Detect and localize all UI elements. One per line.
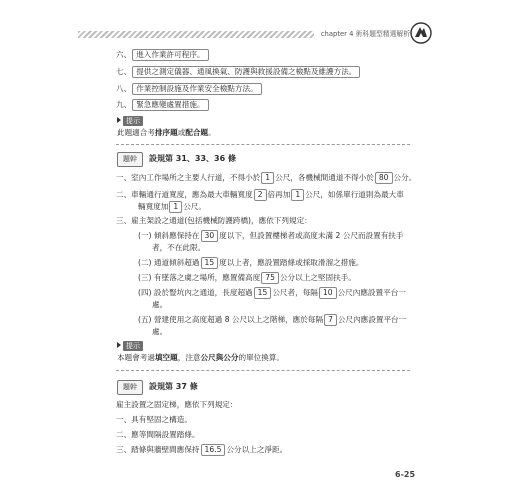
divider [116, 370, 410, 371]
sub-item-4: (四) 設於豎坑內之通道，長度超過 15 公尺者，每隔 10 公尺內應設置平台一 [138, 288, 406, 297]
rule-line-2-cont: 輛寬度加 1 公尺。 [138, 202, 206, 211]
list-item: 六、 進入作業許可程序。 [116, 49, 210, 61]
list-item: 一、具有堅固之構造。 [116, 415, 192, 424]
sub-item-2: (二) 通道傾斜超過 15 度以上者，應設置踏條或採取滑溜之措施。 [138, 258, 364, 267]
sub-item-3: (三) 有墜落之虞之場所，應置備高度 75 公分以上之堅固扶手。 [138, 273, 356, 282]
list-item: 九、 緊急應變處置措施。 [116, 99, 210, 111]
sub-item-5-cont: 處。 [152, 327, 168, 336]
section-heading: 題幹 設規第 31、33、36 條 [117, 152, 236, 165]
sub-item-5: (五) 營建使用之高度超過 8 公尺以上之階梯，應於每隔 7 公尺內應設置平台一 [138, 315, 407, 324]
hint-label: 提示 [117, 116, 143, 126]
hint-text: 本題會考過填空題，注意公尺與公分的單位換算。 [117, 353, 285, 362]
hint-label: 提示 [117, 341, 143, 351]
list-item: 二、應等間隔設置踏條。 [116, 430, 200, 439]
page-number: 6-25 [395, 470, 416, 479]
list-item: 七、 提供之測定儀器、通風換氣、防護與救援設備之檢點及維護方法。 [116, 66, 361, 78]
hint-text: 此題適合考排序題或配合題。 [117, 128, 216, 137]
section-intro: 雇主設置之固定梯，應依下列規定： [116, 400, 238, 409]
list-item: 三、踏條與牆壁間應保持 16.5 公分以上之淨距。 [116, 445, 288, 454]
rule-line-2: 二、車輛通行道寬度，應為最大車輛寬度 2 倍再加 1 公尺，如係單行道則為最大車 [116, 190, 404, 199]
triangle-icon [117, 342, 121, 348]
sub-item-1-cont: 者，不在此限。 [152, 243, 206, 252]
sub-item-4-cont: 處。 [152, 300, 168, 309]
triangle-icon [117, 117, 121, 123]
divider [116, 144, 410, 145]
sub-item-1: (一) 傾斜應保持在 30 度以下，但設置樓梯者或高度未滿 2 公尺而設置有扶手 [138, 231, 404, 240]
section-heading: 題幹 設規第 37 條 [117, 380, 198, 393]
rule-line-1: 一、室內工作場所之主要人行道，不得小於 1 公尺，各機械間通道不得小於 80 公分。 [116, 173, 417, 182]
list-item: 八、 作業控制設施及作業安全檢點方法。 [116, 83, 263, 95]
chapter-title: chapter 4 術科題型精選解析 [314, 29, 412, 40]
chapter-badge-icon [410, 22, 432, 44]
rule-line-3: 三、雇主架設之通道(包括機械防護跨橋)，應依下列規定： [116, 216, 312, 225]
